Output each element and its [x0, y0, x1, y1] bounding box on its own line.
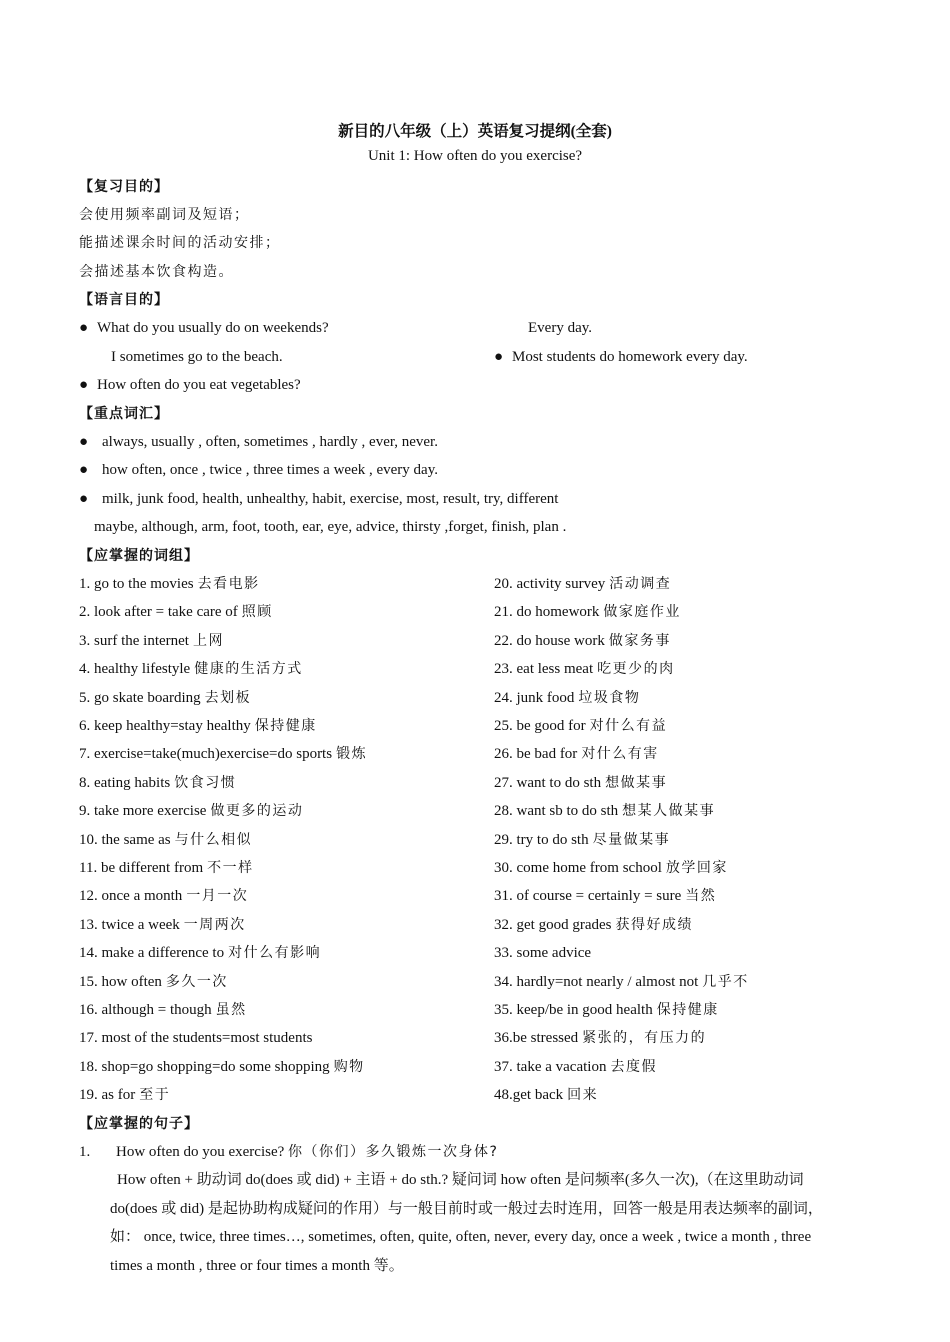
phrase-en: 15. how often [79, 973, 162, 990]
phrase-en: 12. once a month [79, 888, 183, 905]
phrase-item [79, 886, 248, 906]
phrase-item [494, 773, 667, 793]
language-text: What do you usually do on weekends? [97, 320, 329, 336]
phrase-en: 25. be good for [494, 718, 586, 734]
goal-item: 会描述基本饮食构造。 [79, 264, 234, 280]
phrase-item [79, 688, 251, 708]
explanation-line: How often + 助动词 do(does 或 did) + 主语 + do sth.? 疑问词 how often 是问频率(多久一次),（在这里助动词 [117, 1172, 804, 1188]
section-heading-sentences: 【应掌握的句子】 [79, 1116, 199, 1132]
phrase-en: 10. the same as [79, 831, 171, 848]
goal-item: 能描述课余时间的活动安排； [79, 235, 281, 251]
explanation-line: do(does 或 did) 是起协助构成疑问的作用）与一般目前时或一般过去时连用，回答一般是用表达频率的副词， [110, 1201, 823, 1217]
phrase-en: 33. some advice [494, 945, 592, 962]
phrase-en: 5. go skate boarding [79, 689, 201, 706]
phrase-en: 27. want to do sth [494, 774, 602, 791]
phrase-cn: 做家庭作业 [603, 604, 681, 621]
phrase-en: 22. do house work [494, 632, 605, 649]
bullet-icon: ● [79, 377, 89, 393]
phrase-cn: 做更多的运动 [210, 803, 304, 820]
phrase-cn: 不一样 [207, 860, 254, 876]
phrase-en: 13. twice a week [79, 916, 180, 933]
sentence-number: 1. [79, 1144, 91, 1160]
phrase-cn: 回来 [567, 1087, 599, 1104]
phrase-item [79, 659, 303, 679]
sentence-item [116, 1142, 498, 1162]
phrase-en: 31. of course = certainly = sure [494, 888, 682, 905]
phrase-en: 11. be different from [79, 860, 204, 876]
vocab-text: milk, junk food, health, unhealthy, habit, exercise, most, result, try, different [102, 491, 559, 507]
phrase-item [79, 1085, 170, 1105]
bullet-icon: ● [79, 320, 89, 336]
phrase-item [79, 1000, 247, 1020]
language-text: Most students do homework every day. [512, 349, 748, 365]
phrase-item [494, 1085, 598, 1105]
phrase-en: 20. activity survey [494, 576, 606, 592]
phrase-cn: 获得好成绩 [615, 916, 693, 933]
section-heading-goals: 【复习目的】 [79, 179, 169, 195]
section-heading-vocab: 【重点词汇】 [79, 406, 169, 422]
sentence-en: How often do you exercise? [116, 1144, 285, 1160]
phrase-en: 18. shop=go shopping=do some shopping [79, 1058, 330, 1075]
page-title: 新目的八年级（上）英语复习提纲(全套) [338, 123, 612, 140]
sentence-cn: 你（你们）多久锻炼一次身体? [288, 1144, 499, 1160]
explanation-line: times a month , three or four times a month 等。 [110, 1258, 404, 1274]
phrase-en: 29. try to do sth [494, 831, 589, 848]
phrase-item [494, 915, 693, 935]
section-heading-language: 【语言目的】 [79, 292, 169, 308]
phrase-cn: 至于 [139, 1087, 171, 1104]
phrase-en: 17. most of the students=most students [79, 1030, 313, 1047]
bullet-icon: ● [79, 434, 89, 450]
phrase-cn: 吃更少的肉 [597, 661, 675, 678]
phrase-en: 34. hardly=not nearly / almost not [494, 973, 699, 990]
section-heading-phrases: 【应掌握的词组】 [79, 548, 199, 564]
phrase-item [79, 915, 246, 935]
phrase-en: 48.get back [494, 1087, 564, 1104]
phrase-item [79, 943, 321, 963]
phrase-cn: 一周两次 [183, 916, 246, 933]
vocab-item [79, 489, 558, 509]
phrase-item [79, 830, 252, 850]
phrase-cn: 当然 [685, 888, 717, 905]
bullet-icon: ● [79, 491, 89, 507]
phrase-item [494, 631, 671, 651]
phrase-en: 14. make a difference to [79, 945, 225, 962]
phrase-item [494, 886, 716, 906]
phrase-item [494, 972, 749, 992]
phrase-en: 4. healthy lifestyle [79, 661, 191, 678]
phrase-cn: 保持健康 [656, 1002, 719, 1018]
phrase-cn: 保持健康 [254, 718, 317, 734]
phrase-cn: 多久一次 [165, 973, 228, 990]
phrase-item [494, 1057, 657, 1077]
vocab-text: always, usually , often, sometimes , hardly , ever, never. [102, 434, 438, 450]
phrase-item [494, 801, 715, 821]
phrase-cn: 一月一次 [186, 888, 249, 905]
bullet-icon: ● [494, 349, 504, 365]
bullet-icon: ● [79, 462, 89, 478]
phrase-en: 16. although = though [79, 1002, 212, 1018]
phrase-item [494, 688, 640, 708]
phrase-item [79, 773, 236, 793]
phrase-item [79, 972, 228, 992]
phrase-cn: 活动调查 [609, 576, 672, 592]
phrase-cn: 放学回家 [665, 860, 728, 876]
phrase-cn: 去划板 [204, 689, 252, 706]
phrase-cn: 饮食习惯 [174, 774, 237, 791]
phrase-item [494, 602, 681, 622]
phrase-item [494, 716, 667, 736]
phrase-item [494, 659, 675, 679]
phrase-cn: 锻炼 [336, 746, 368, 763]
phrase-cn: 上网 [192, 632, 224, 649]
goal-item: 会使用频率副词及短语； [79, 207, 250, 223]
phrase-en: 2. look after = take care of [79, 604, 238, 621]
phrase-en: 21. do homework [494, 604, 600, 621]
phrase-item [79, 716, 317, 736]
phrase-cn: 对什么有影响 [228, 945, 322, 962]
phrase-item [79, 858, 254, 878]
unit-subtitle: Unit 1: How often do you exercise? [367, 148, 583, 164]
phrase-cn: 照顾 [241, 604, 273, 621]
phrase-item [79, 1028, 316, 1048]
vocab-text: how often, once , twice , three times a week , every day. [102, 462, 438, 478]
phrase-cn: 垃圾食物 [578, 689, 641, 706]
phrase-cn: 去度假 [610, 1058, 657, 1075]
phrase-en: 36.be stressed [494, 1030, 579, 1047]
phrase-item [79, 801, 303, 821]
phrase-item [79, 631, 224, 651]
phrase-en: 1. go to the movies [79, 576, 194, 592]
phrase-cn: 健康的生活方式 [194, 661, 303, 678]
language-item [494, 347, 748, 367]
phrase-item [494, 1000, 719, 1020]
vocab-text: maybe, although, arm, foot, tooth, ear, eye, advice, thirsty ,forget, finish, plan . [94, 519, 567, 535]
phrase-cn: 尽量做某事 [592, 831, 671, 848]
phrase-en: 19. as for [79, 1087, 136, 1104]
phrase-en: 37. take a vacation [494, 1058, 607, 1075]
phrase-en: 3. surf the internet [79, 632, 189, 649]
phrase-en: 9. take more exercise [79, 803, 207, 820]
phrase-cn: 虽然 [215, 1002, 247, 1018]
phrase-cn: 想某人做某事 [622, 803, 716, 820]
phrase-cn: 对什么有害 [581, 746, 659, 763]
vocab-item [79, 432, 438, 452]
language-answer: Every day. [528, 320, 592, 336]
language-item [79, 318, 329, 338]
phrase-en: 6. keep healthy=stay healthy [79, 718, 251, 734]
phrase-cn: 做家务事 [608, 632, 671, 649]
phrase-cn: 对什么有益 [589, 718, 668, 734]
phrase-item [494, 830, 670, 850]
phrase-cn: 购物 [333, 1058, 365, 1075]
phrase-item [494, 943, 595, 963]
vocab-item [79, 460, 438, 480]
phrase-item [79, 602, 273, 622]
phrase-cn: 与什么相似 [174, 831, 253, 848]
phrase-en: 23. eat less meat [494, 661, 594, 678]
phrase-item [494, 1028, 706, 1048]
phrase-en: 28. want sb to do sth [494, 803, 619, 820]
phrase-cn: 几乎不 [702, 973, 749, 990]
phrase-en: 26. be bad for [494, 746, 578, 763]
language-text: How often do you eat vegetables? [97, 377, 301, 393]
phrase-en: 24. junk food [494, 689, 575, 706]
phrase-item [79, 574, 260, 594]
phrase-en: 30. come home from school [494, 860, 662, 876]
phrase-item [494, 574, 671, 594]
phrase-cn: 紧张的，有压力的 [582, 1030, 707, 1047]
phrase-en: 8. eating habits [79, 774, 171, 791]
language-item [79, 375, 301, 395]
language-answer: I sometimes go to the beach. [111, 349, 283, 365]
phrase-en: 7. exercise=take(much)exercise=do sports [79, 746, 333, 763]
phrase-item [494, 858, 728, 878]
phrase-en: 35. keep/be in good health [494, 1002, 653, 1018]
phrase-en: 32. get good grades [494, 916, 612, 933]
phrase-item [79, 744, 367, 764]
phrase-item [79, 1057, 365, 1077]
phrase-item [494, 744, 659, 764]
explanation-line: 如： once, twice, three times…, sometimes, often, quite, often, never, every day, once a week , twice a month , three [110, 1229, 812, 1245]
phrase-cn: 去看电影 [197, 576, 260, 592]
phrase-cn: 想做某事 [605, 774, 668, 791]
